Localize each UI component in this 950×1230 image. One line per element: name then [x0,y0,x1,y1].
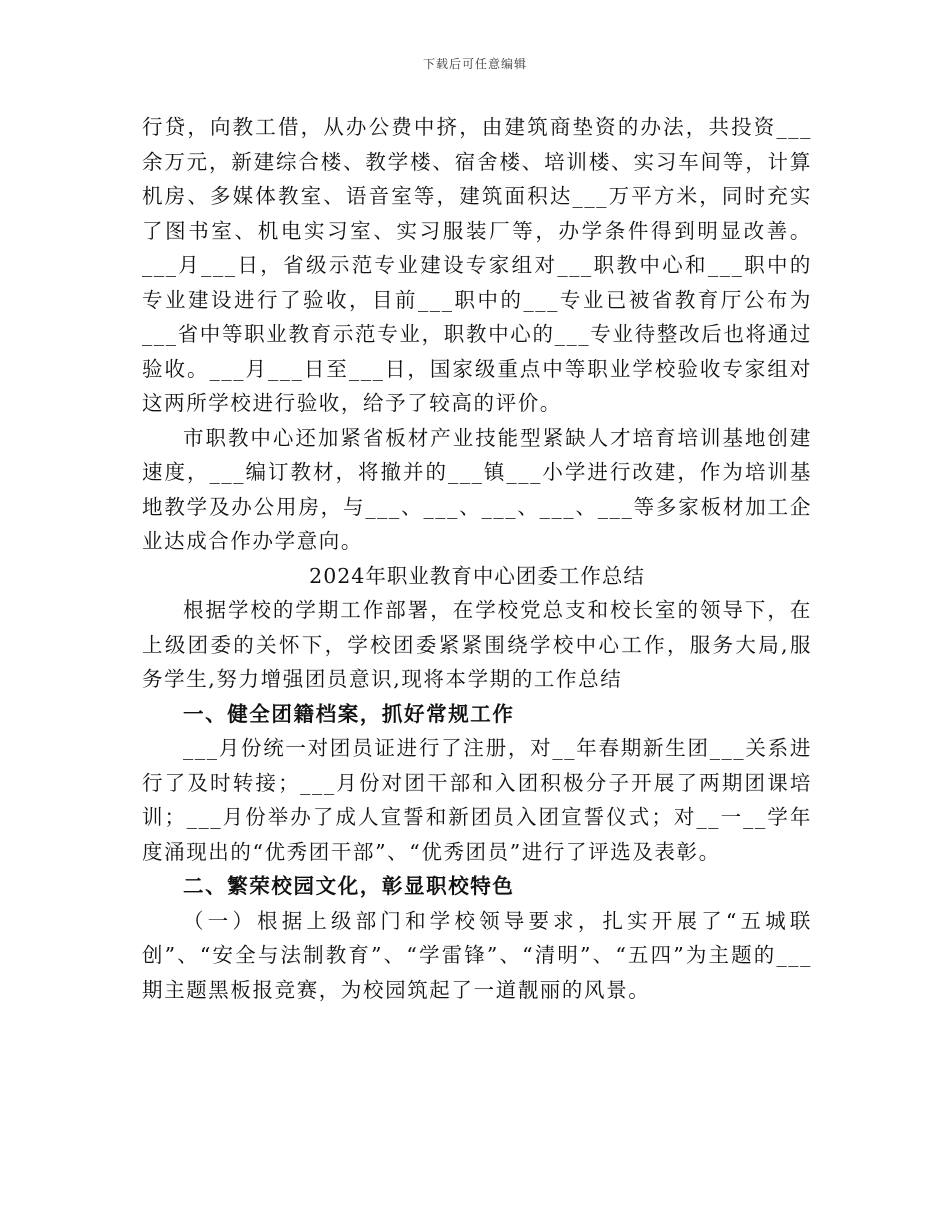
section-heading-1: 一、健全团籍档案，抓好常规工作 [183,701,515,726]
paragraph-2: 市职教中心还加紧省板材产业技能型紧缺人才培育培训基地创建速度，___编订教材，将撤并的___镇___小学进行改建，作为培训基地教学及办公用房，与___、___、___、___、___等多家板材加工企业达成合作办学意向。 [142,425,812,553]
header-note: 下载后可任意编辑 [422,57,527,71]
section-heading-2: 二、繁荣校园文化，彰显职校特色 [183,874,515,898]
paragraph-5: （一）根据上级部门和学校领导要求，扎实开展了“五城联创”、“安全与法制教育”、“学雷锋”、“清明”、“五四”为主题的___期主题黑板报竞赛，为校园筑起了一道靓丽的风景。 [142,908,812,1002]
paragraph-4: ___月份统一对团员证进行了注册，对__年春期新生团___关系进行了及时转接；___月份对团干部和入团积极分子开展了两期团课培训；___月份举办了成人宣誓和新团员入团宣誓仪式；对__一__学年度涌现出的“优秀团干部”、“优秀团员”进行了评选及表彰。 [142,736,812,864]
document-body [142,110,812,1007]
paragraph-1: 行贷，向教工借，从办公费中挤，由建筑商垫资的办法，共投资___余万元，新建综合楼、教学楼、宿舍楼、培训楼、实习车间等，计算机房、多媒体教室、语音室等，建筑面积达___万平方米，同时充实了图书室、机电实习室、实习服装厂等，办学条件得到明显改善。___月___日，省级示范专业建设专家组对___职教中心和___职中的专业建设进行了验收，目前___职中的___专业已被省教育厅公布为___省中等职业教育示范专业，职教中心的___专业待整改后也将通过验收。___月___日至___日，国家级重点中等职业学校验收专家组对这两所学校进行验收，给予了较高的评价。 [142,115,812,415]
paragraph-3: 根据学校的学期工作部署，在学校党总支和校长室的领导下，在上级团委的关怀下，学校团委紧紧围绕学校中心工作，服务大局,服务学生,努力增强团员意识,现将本学期的工作总结 [142,598,812,691]
document-title: 2024年职业教育中心团委工作总结 [309,563,645,588]
